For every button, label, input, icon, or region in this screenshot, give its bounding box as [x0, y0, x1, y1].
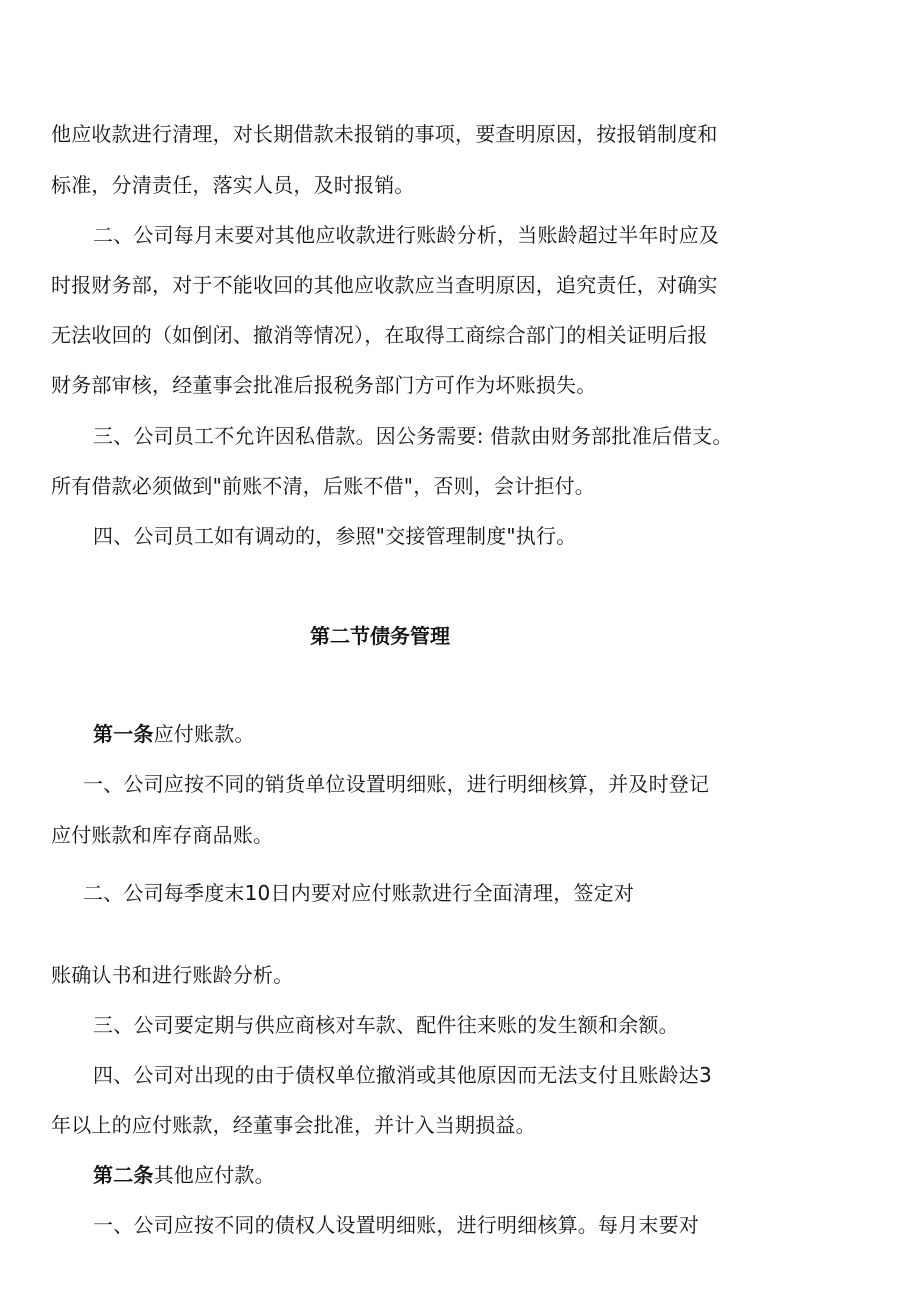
- paragraph-line: 时报财务部，对于不能收回的其他应收款应当查明原因，追究责任，对确实: [51, 273, 718, 297]
- paragraph-line: 一、公司应按不同的销货单位设置明细账，进行明细核算，并及时登记: [83, 772, 710, 796]
- article-heading: [93, 1162, 275, 1188]
- paragraph-line: 账确认书和进行账龄分析。: [51, 963, 294, 987]
- paragraph-line: 四、公司对出现的由于债权单位撤消或其他原因而无法支付且账龄达3: [93, 1063, 712, 1087]
- article-text: 应付账款。: [153, 722, 255, 746]
- article-text: 其他应付款。: [153, 1163, 275, 1187]
- paragraph-line: 三、公司员工不允许因私借款。因公务需要: 借款由财务部批准后借支。: [93, 424, 733, 448]
- paragraph-line: 财务部审核，经董事会批准后报税务部门方可作为坏账损失。: [51, 373, 597, 397]
- paragraph-line: 无法收回的（如倒闭、撤消等情况），在取得工商综合部门的相关证明后报: [51, 323, 708, 347]
- article-label: 第一条: [93, 722, 154, 746]
- paragraph-line: 标准，分清责任，落实人员，及时报销。: [51, 173, 415, 197]
- paragraph-line: 年以上的应付账款，经董事会批准，并计入当期损益。: [51, 1113, 536, 1137]
- paragraph-line: 二、公司每月末要对其他应收款进行账龄分析，当账龄超过半年时应及: [93, 223, 720, 247]
- article-label: 第二条: [93, 1163, 154, 1187]
- paragraph-line: 应付账款和库存商品账。: [51, 823, 274, 847]
- paragraph-line: 四、公司员工如有调动的，参照"交接管理制度"执行。: [93, 524, 577, 548]
- paragraph-line: 二、公司每季度末10日内要对应付账款进行全面清理，签定对: [83, 881, 635, 905]
- paragraph-line: 所有借款必须做到"前账不清，后账不借"，否则，会计拒付。: [51, 474, 595, 498]
- paragraph-line: 三、公司要定期与供应商核对车款、配件往来账的发生额和余额。: [93, 1013, 679, 1037]
- section-title: 第二节债务管理: [310, 624, 450, 648]
- article-heading: [93, 721, 255, 747]
- paragraph-line: 他应收款进行清理，对长期借款未报销的事项，要查明原因，按报销制度和: [51, 122, 718, 146]
- paragraph-line: 一、公司应按不同的债权人设置明细账，进行明细核算。每月末要对: [93, 1213, 699, 1237]
